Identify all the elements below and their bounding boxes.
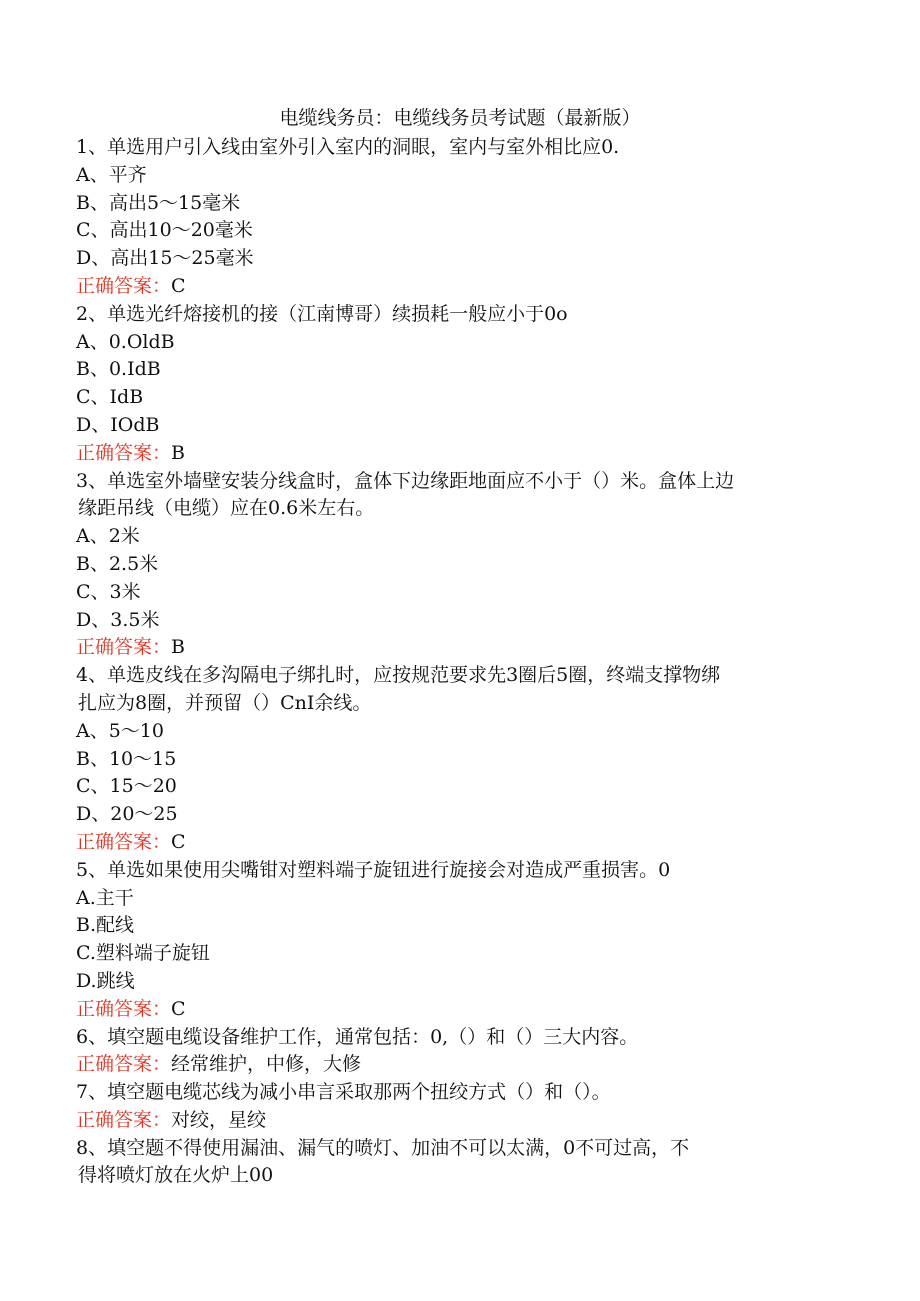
correct-answer-value: C bbox=[171, 997, 186, 1020]
correct-answer-value: B bbox=[171, 636, 185, 659]
answer-option: C、高出10～20毫米 bbox=[76, 219, 253, 242]
question-stem: 3、单选室外墙壁安装分线盒时，盒体下边缘距地面应不小于（）米。盒体上边 bbox=[76, 469, 735, 492]
question-stem: 得将喷灯放在火炉上00 bbox=[78, 1164, 274, 1187]
correct-answer-label: 正确答案： bbox=[76, 636, 172, 659]
correct-answer bbox=[76, 1107, 836, 1135]
question-stem: 8、填空题不得使用漏油、漏气的喷灯、加油不可以太满，0不可过高，不 bbox=[76, 1136, 690, 1159]
question-list bbox=[76, 134, 836, 1190]
question-stem: 4、单选皮线在多沟隔电子绑扎时，应按规范要求先3圈后5圈，终端支撑物绑 bbox=[76, 664, 721, 687]
answer-option: C、15～20 bbox=[76, 775, 177, 798]
question-block bbox=[76, 1079, 836, 1135]
correct-answer-label: 正确答案： bbox=[76, 274, 172, 297]
question-stem: 1、单选用户引入线由室外引入室内的洞眼，室内与室外相比应0. bbox=[76, 136, 620, 158]
correct-answer-value: 对绞，星绞 bbox=[171, 1108, 267, 1131]
answer-option: D、3.5米 bbox=[76, 608, 160, 631]
correct-answer bbox=[76, 273, 836, 301]
answer-option: B、2.5米 bbox=[76, 552, 159, 575]
answer-option: A、0.OldB bbox=[76, 330, 175, 353]
question-block bbox=[76, 301, 836, 468]
question-block bbox=[76, 134, 836, 301]
correct-answer-label: 正确答案： bbox=[76, 830, 172, 853]
answer-option: D、高出15～25毫米 bbox=[76, 247, 254, 270]
question-stem: 缘距吊线（电缆）应在0.6米左右。 bbox=[78, 497, 375, 520]
answer-option: A、2米 bbox=[76, 525, 140, 548]
answer-option: B、10～15 bbox=[76, 747, 177, 770]
question-stem: 2、单选光纤熔接机的接（江南博哥）续损耗一般应小于0o bbox=[76, 302, 568, 325]
correct-answer-value: 经常维护，中修，大修 bbox=[171, 1053, 362, 1076]
question-stem: 5、单选如果使用尖嘴钳对塑料端子旋钮进行旋接会对造成严重损害。0 bbox=[76, 858, 671, 881]
correct-answer-value: C bbox=[171, 274, 186, 297]
question-block bbox=[76, 662, 836, 857]
answer-option: D、20～25 bbox=[76, 803, 178, 826]
correct-answer bbox=[76, 634, 836, 662]
page-title: 电缆线务员：电缆线务员考试题（最新版） bbox=[279, 107, 641, 129]
question-block bbox=[76, 857, 836, 1024]
question-stem: 6、填空题电缆设备维护工作，通常包括：0,（）和（）三大内容。 bbox=[76, 1025, 639, 1048]
answer-option: C、IdB bbox=[76, 386, 144, 409]
correct-answer-value: B bbox=[171, 441, 185, 464]
answer-option: B.配线 bbox=[76, 914, 135, 937]
answer-option: D、IOdB bbox=[76, 413, 160, 436]
answer-option: A.主干 bbox=[76, 886, 134, 909]
correct-answer bbox=[76, 440, 836, 468]
question-stem: 7、填空题电缆芯线为减小串言采取那两个扭绞方式（）和（）。 bbox=[76, 1081, 611, 1104]
answer-option: C.塑料端子旋钮 bbox=[76, 942, 210, 965]
question-stem: 扎应为8圈，并预留（）CnI余线。 bbox=[78, 691, 372, 714]
correct-answer bbox=[76, 1051, 836, 1079]
question-block bbox=[76, 468, 836, 663]
correct-answer-label: 正确答案： bbox=[76, 1053, 172, 1076]
correct-answer-label: 正确答案： bbox=[76, 997, 172, 1020]
answer-option: B、0.IdB bbox=[76, 358, 161, 381]
correct-answer bbox=[76, 996, 836, 1024]
answer-option: A、5～10 bbox=[76, 719, 164, 742]
correct-answer-label: 正确答案： bbox=[76, 441, 172, 464]
answer-option: B、高出5～15毫米 bbox=[76, 191, 241, 214]
correct-answer bbox=[76, 829, 836, 857]
question-block bbox=[76, 1135, 836, 1191]
correct-answer-value: C bbox=[171, 830, 186, 853]
answer-option: A、平齐 bbox=[76, 163, 147, 186]
answer-option: D.跳线 bbox=[76, 969, 135, 992]
correct-answer-label: 正确答案： bbox=[76, 1108, 172, 1131]
question-block bbox=[76, 1024, 836, 1080]
answer-option: C、3米 bbox=[76, 580, 141, 603]
